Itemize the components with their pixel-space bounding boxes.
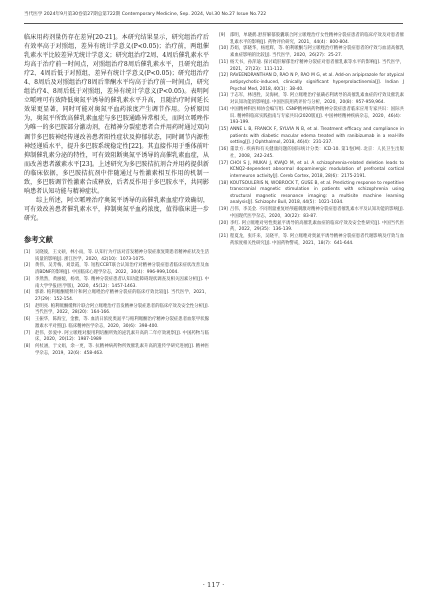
reference-number: [16] xyxy=(219,147,228,153)
reference-text: 吕伟，李美金. 不同剂量重复经颅磁刺激对精神分裂症患者催乳素水平及认知功能的影响[J]. 中国现代医学杂志，2020，30(22)：83-87. xyxy=(230,207,404,219)
reference-item xyxy=(219,161,404,181)
reference-item xyxy=(24,344,209,357)
reference-number: [2] xyxy=(24,263,31,269)
reference-number: [20] xyxy=(219,220,228,226)
reference-text: 于志军，林进胜，吴海树，等. 阿立哌唑治疗氨磺必利诱导的高催乳素血症的疗效及催乳素对认知功能的影响[J]. 中国医院用药评价与分析，2020，20(8)：957-959,964. xyxy=(230,93,404,106)
reference-item xyxy=(24,331,209,344)
reference-text: 赵伟，彭爱中. 阿立哌唑对服用利培酮所致的泌乳素升高的二年疗效观察[J]. 中国药物与临床，2020，20(12)：1987-1989 xyxy=(35,330,209,343)
reference-number: [4] xyxy=(24,290,31,296)
reference-text: 王振华，陈海宝，金雅，等. 血清日浓度奥氮平与帕利哌酮治疗精神分裂症患者血浆甲状腺激素水平对照[J]. 临床精神医学杂志，2020，30(6)：398-400. xyxy=(35,317,209,329)
reference-item xyxy=(219,147,404,160)
reference-number: [10] xyxy=(219,46,228,52)
reference-text: 黄伟，吴芳梅，刘景霞，等. 短程CCBT联合认知治疗对精神分裂症患者临床症状改善及血清BDNF的影响[J]. 中国临床心理学杂志，2022，30(4)：996-999,1004. xyxy=(35,263,209,276)
reference-item xyxy=(219,73,404,93)
reference-text: 杨天书，孙萍迪. 探讨疏肝解郁治疗精神分裂症对患者催乳素等水平的影响[J]. 当代医学，2021，27(23)：111-112. xyxy=(230,59,404,72)
reference-number: [7] xyxy=(24,330,31,336)
reference-number: [6] xyxy=(24,317,31,323)
reference-text: 何杖涵，于文娟，余一更，等. 抗精神病药物所致催乳素升高的遗传学研究进展[J]. 精神医学杂志，2019，32(6)：458-463. xyxy=(35,344,209,356)
reference-item xyxy=(24,290,209,303)
page-number: · 117 · xyxy=(202,581,225,589)
left-column xyxy=(24,33,209,358)
reference-text: 苏娟，郭晓华，杨旭辉，等. 帕利哌酮与阿立哌唑治疗精神分裂症患者的疗效与血清高催乳素血症影响的比较[J]. 当代医学，2020，26(27)：25-27. xyxy=(230,46,404,59)
reference-item xyxy=(219,107,404,127)
body-paragraph-2 xyxy=(24,196,209,223)
reference-number: [17] xyxy=(219,160,228,166)
reference-text: 赵明亮. 帕利哌酮缓释片联合阿立哌唑治疗首发精神分裂症患者的临床疗效及安全性分析[J]. 当代医学，2022，28(20)：164-166. xyxy=(35,303,209,316)
reference-item xyxy=(219,33,404,46)
reference-number: [21] xyxy=(219,234,228,240)
reference-item xyxy=(219,181,404,207)
reference-text: 李红. 阿立哌唑对男性奥氮平诱导的高催乳素血症的临床疗效及安全性研究[J]. 中国当代医药，2022，29(35)：136-139. xyxy=(230,220,404,233)
reference-item xyxy=(24,250,209,263)
reference-number: [14] xyxy=(219,106,228,112)
reference-item xyxy=(219,46,404,59)
reference-number: [15] xyxy=(219,127,228,132)
reference-number: [8] xyxy=(24,344,31,350)
reference-item xyxy=(219,93,404,106)
reference-item xyxy=(24,317,209,330)
reference-number: [19] xyxy=(219,207,228,213)
body-paragraph-1: 临床用药剂量仍存在差异[20-21]。本研究结果显示，研究组治疗后有效率高于对照组，差异有统计学意义(P<0.05)；治疗前，两组催乳素水平比较差异无统计学意义；研究组治疗2周、4周后催乳素水平均高于治疗前一时间点，对照组治疗8周后催乳素水平，且研究组治疗2、4周后低于对照组，差异有统计学意义(P<0.05)；研究组治疗4、8周后及对照组治疗8周后睾酮水平均高于治疗前一时间点，研究组治疗4、8周后低于对照组，差异有统计学意义(P<0.05)。表明阿立哌唑可有效降低奥氮平诱导的催乳素水平升高，且随治疗时间延长效果更显著，同时可能对奥氮平血药浓度产生调节作用。分析原因为，奥氮平所致高催乳素血症与多巴胺通路异常相关，而阿立哌唑作为唯一的多巴胺部分激动剂，在精神分裂症患者合并用药时通过双向调节多巴胺神经传递改善患者阳性症状及抑郁状态，同时调节内源性神经递质水平，提升多巴胺系统稳定性[22]。其直接作用于垂体前叶抑制催乳素分泌的特性，可有效阻断奥氮平诱导的高催乳素血症，从而改善患者激素水平[23]。上述研究为多巴胺拮抗剂合并用药提供新的临床依据，多巴胺拮抗剂中伴随通过与性激素相互作用的机制一致，多巴胺调节性激素合成释放，后者反作用于多巴胺水平，共同影响患者认知功能与精神症状。 xyxy=(24,34,209,195)
journal-header-text: 当代医学 2024年9月第30卷第27期总第722期 Contemporary Medicine, Sep. 2024, Vol.30 No.27 Issue No.722 xyxy=(24,12,267,17)
reference-text: 程夏龙，张许来，吴晓平，等. 阿立哌唑对奥氮平诱导精神分裂症患者代谢影响及疗效与血药浓度相关性研究[J]. 中国药物警戒，2021，18(7)：641-644. xyxy=(230,234,404,246)
references-list-right xyxy=(219,33,404,247)
right-column xyxy=(219,33,404,248)
running-header xyxy=(24,9,403,21)
reference-number: [1] xyxy=(24,249,31,255)
reference-item xyxy=(219,60,404,73)
reference-number: [12] xyxy=(219,73,228,79)
conclusion-text: 综上所述，阿立哌唑治疗奥氮平诱导的高催乳素血症疗效确切，可有效改善患者催乳素水平，抑制奥氮平血药浓度，值得临床进一步研究。 xyxy=(24,196,209,222)
reference-number: [5] xyxy=(24,303,31,309)
reference-text: ANNE L B, FRANCK F, SYLVIA N B, et al. Treatment efficacy and compliance in patients with diabetic macular edema treated with ranibizumab in a real-life setting[J]. J Ophthalmol, 2018, 46(4)：231-237. xyxy=(230,127,404,146)
reference-number: [3] xyxy=(24,276,31,282)
reference-text: 郭新. 帕利哌酮缓释片和阿立哌唑治疗精神分裂症的临床疗效比较[J]. 当代医学，2021，27(29)：152-154. xyxy=(35,290,209,302)
reference-number: [13] xyxy=(219,93,228,99)
header-divider xyxy=(24,23,403,24)
reference-item xyxy=(219,127,404,147)
reference-text: 吴晓彼，王文硕，林小雨，等. 认知行为疗法对首发精神分裂症康复期患者精神症状及生活质量的影响[J]. 浙江医学，2020，42(10)：1073-1075. xyxy=(35,249,209,262)
reference-number: [11] xyxy=(219,59,228,65)
reference-text: 邵明，单晓鹤.舒肝解郁胶囊联合阿立哌唑治疗女性精神分裂症患者的临床疗效及对患者催乳素水平的影响[J]. 药物评价研究，2021，44(4)：800-804. xyxy=(230,33,404,45)
references-heading: 参考文献 xyxy=(24,234,53,244)
reference-item xyxy=(219,221,404,234)
reference-item xyxy=(219,234,404,247)
reference-item xyxy=(24,263,209,276)
reference-text: 李然然，黄丽媛，杨勇，等. 精神分裂症患者认知功能障碍现状调查及相关因素分析[J]. 中南大学学报(医学版)，2020，45(12)：1457-1463. xyxy=(35,276,209,289)
reference-text: 董景方. 疾病和有关健康问题的国际统计分类：ICD-10. 第1卷[M]. 北京：人民卫生出版社，2008，242-245. xyxy=(230,147,404,159)
reference-text: RAVEENDRANTHAN D, RAO N P, RAO M G, et al. Add-on aripiprazole for atypical antipsychotic-induced, clinically significant hyperprolactinemia[J]. Indian J Psychol Med, 2018, 40(1)：38-40. xyxy=(230,73,404,92)
reference-item xyxy=(24,277,209,290)
reference-item xyxy=(219,207,404,220)
reference-number: [9] xyxy=(219,33,226,38)
reference-number: [18] xyxy=(219,180,228,186)
reference-text: KOUTSOULERIS N, WOBROCK T, GUSE B, et al. Predicting response to repetitive transcranial magnetic stimulation in patients with schizophrenia using structural magnetic resonance imaging: a multisite machine learning analysis[J]. Schizophr Bull, 2018, 44(5)：1021-1034. xyxy=(230,180,404,206)
reference-text: CHOI S J, MUKAI J, KVAJO M, et al. A schizophrenia-related deletion leads to KCNQ2-dependent abnormal dopaminergic modulation of prefrontal cortical interneuron activity[J]. Cereb Cortex, 2018, 28(6)：2175-2191. xyxy=(230,160,404,179)
reference-text: 中国精神科医师协会编写组. CSNP精神病药物精神分裂症患者临床应用专家共识：国际共识. 精神科临床实践指南与专家共识(2020版)[J]. 中国神经精神疾病杂志，2020，46(4)：193-199. xyxy=(230,106,404,126)
references-list-left xyxy=(24,250,209,357)
reference-item xyxy=(24,304,209,317)
